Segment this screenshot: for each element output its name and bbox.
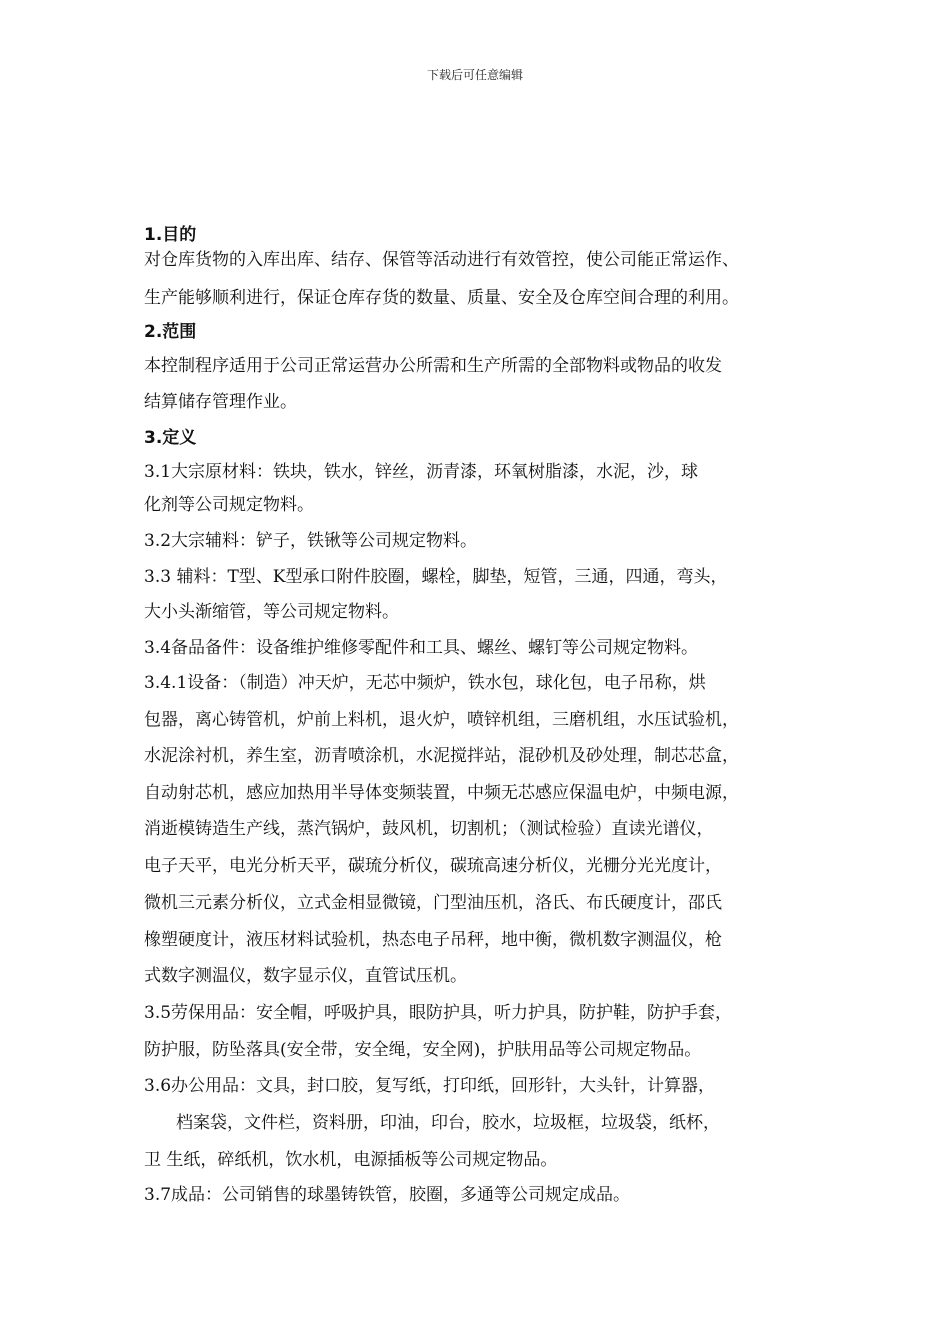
paragraph-line: 生产能够顺利进行，保证仓库存货的数量、质量、安全及仓库空间合理的利用。 (144, 288, 739, 308)
paragraph-line: 3.3 辅料：T型、K型承口附件胶圈，螺栓，脚垫，短管，三通，四通，弯头， (144, 567, 728, 587)
section-heading-definitions: 3.定义 (144, 428, 197, 448)
paragraph-line: 式数字测温仪，数字显示仪，直管试压机。 (144, 966, 467, 986)
paragraph-line: 自动射芯机，感应加热用半导体变频装置，中频无芯感应保温电炉，中频电源， (144, 783, 739, 803)
paragraph-line: 3.7成品：公司销售的球墨铸铁管，胶圈，多通等公司规定成品。 (144, 1185, 631, 1205)
paragraph-line: 化剂等公司规定物料。 (144, 495, 314, 515)
section-heading-purpose: 1.目的 (144, 225, 197, 245)
paragraph-line: 卫 生纸，碎纸机，饮水机，电源插板等公司规定物品。 (144, 1150, 558, 1170)
paragraph-line: 3.6办公用品：文具，封口胶，复写纸，打印纸，回形针，大头针，计算器， (144, 1076, 716, 1096)
paragraph-line: 微机三元素分析仪，立式金相显微镜，门型油压机，洛氏、布氏硬度计，邵氏 (144, 893, 722, 913)
paragraph-line: 结算储存管理作业。 (144, 392, 297, 412)
paragraph-line: 档案袋，文件栏，资料册，印油，印台，胶水，垃圾框，垃圾袋，纸杯， (176, 1113, 720, 1133)
paragraph-line: 消逝模铸造生产线，蒸汽锅炉，鼓风机，切割机；（测试检验）直读光谱仪， (144, 819, 714, 839)
page-header: 下载后可任意编辑 (426, 68, 523, 82)
paragraph-line: 水泥涂衬机，养生室，沥青喷涂机，水泥搅拌站，混砂机及砂处理，制芯芯盒， (144, 746, 739, 766)
paragraph-line: 本控制程序适用于公司正常运营办公所需和生产所需的全部物料或物品的收发 (144, 356, 722, 376)
paragraph-line: 防护服，防坠落具(安全带，安全绳，安全网)，护肤用品等公司规定物品。 (144, 1040, 702, 1060)
paragraph-line: 3.4备品备件：设备维护维修零配件和工具、螺丝、螺钉等公司规定物料。 (144, 638, 699, 658)
paragraph-line: 大小头渐缩管，等公司规定物料。 (144, 602, 399, 622)
paragraph-line: 电子天平，电光分析天平，碳琉分析仪，碳琉高速分析仪，光栅分光光度计， (144, 856, 722, 876)
paragraph-line: 包器，离心铸管机，炉前上料机，退火炉，喷锌机组，三磨机组，水压试验机， (144, 710, 739, 730)
section-heading-scope: 2.范围 (144, 322, 197, 342)
paragraph-line: 橡塑硬度计，液压材料试验机，热态电子吊秤，地中衡，微机数字测温仪，枪 (144, 930, 722, 950)
paragraph-line: 对仓库货物的入库出库、结存、保管等活动进行有效管控，使公司能正常运作、 (144, 250, 739, 270)
paragraph-line: 3.2大宗辅料：铲子，铁锹等公司规定物料。 (144, 531, 478, 551)
paragraph-line: 3.5劳保用品：安全帽，呼吸护具，眼防护具，听力护具，防护鞋，防护手套， (144, 1003, 733, 1023)
paragraph-line: 3.1大宗原材料：铁块，铁水，锌丝，沥青漆，环氧树脂漆，水泥，沙，球 (144, 462, 699, 482)
paragraph-line: 3.4.1设备：（制造）冲天炉，无芯中频炉，铁水包，球化包，电子吊称，烘 (144, 673, 706, 693)
